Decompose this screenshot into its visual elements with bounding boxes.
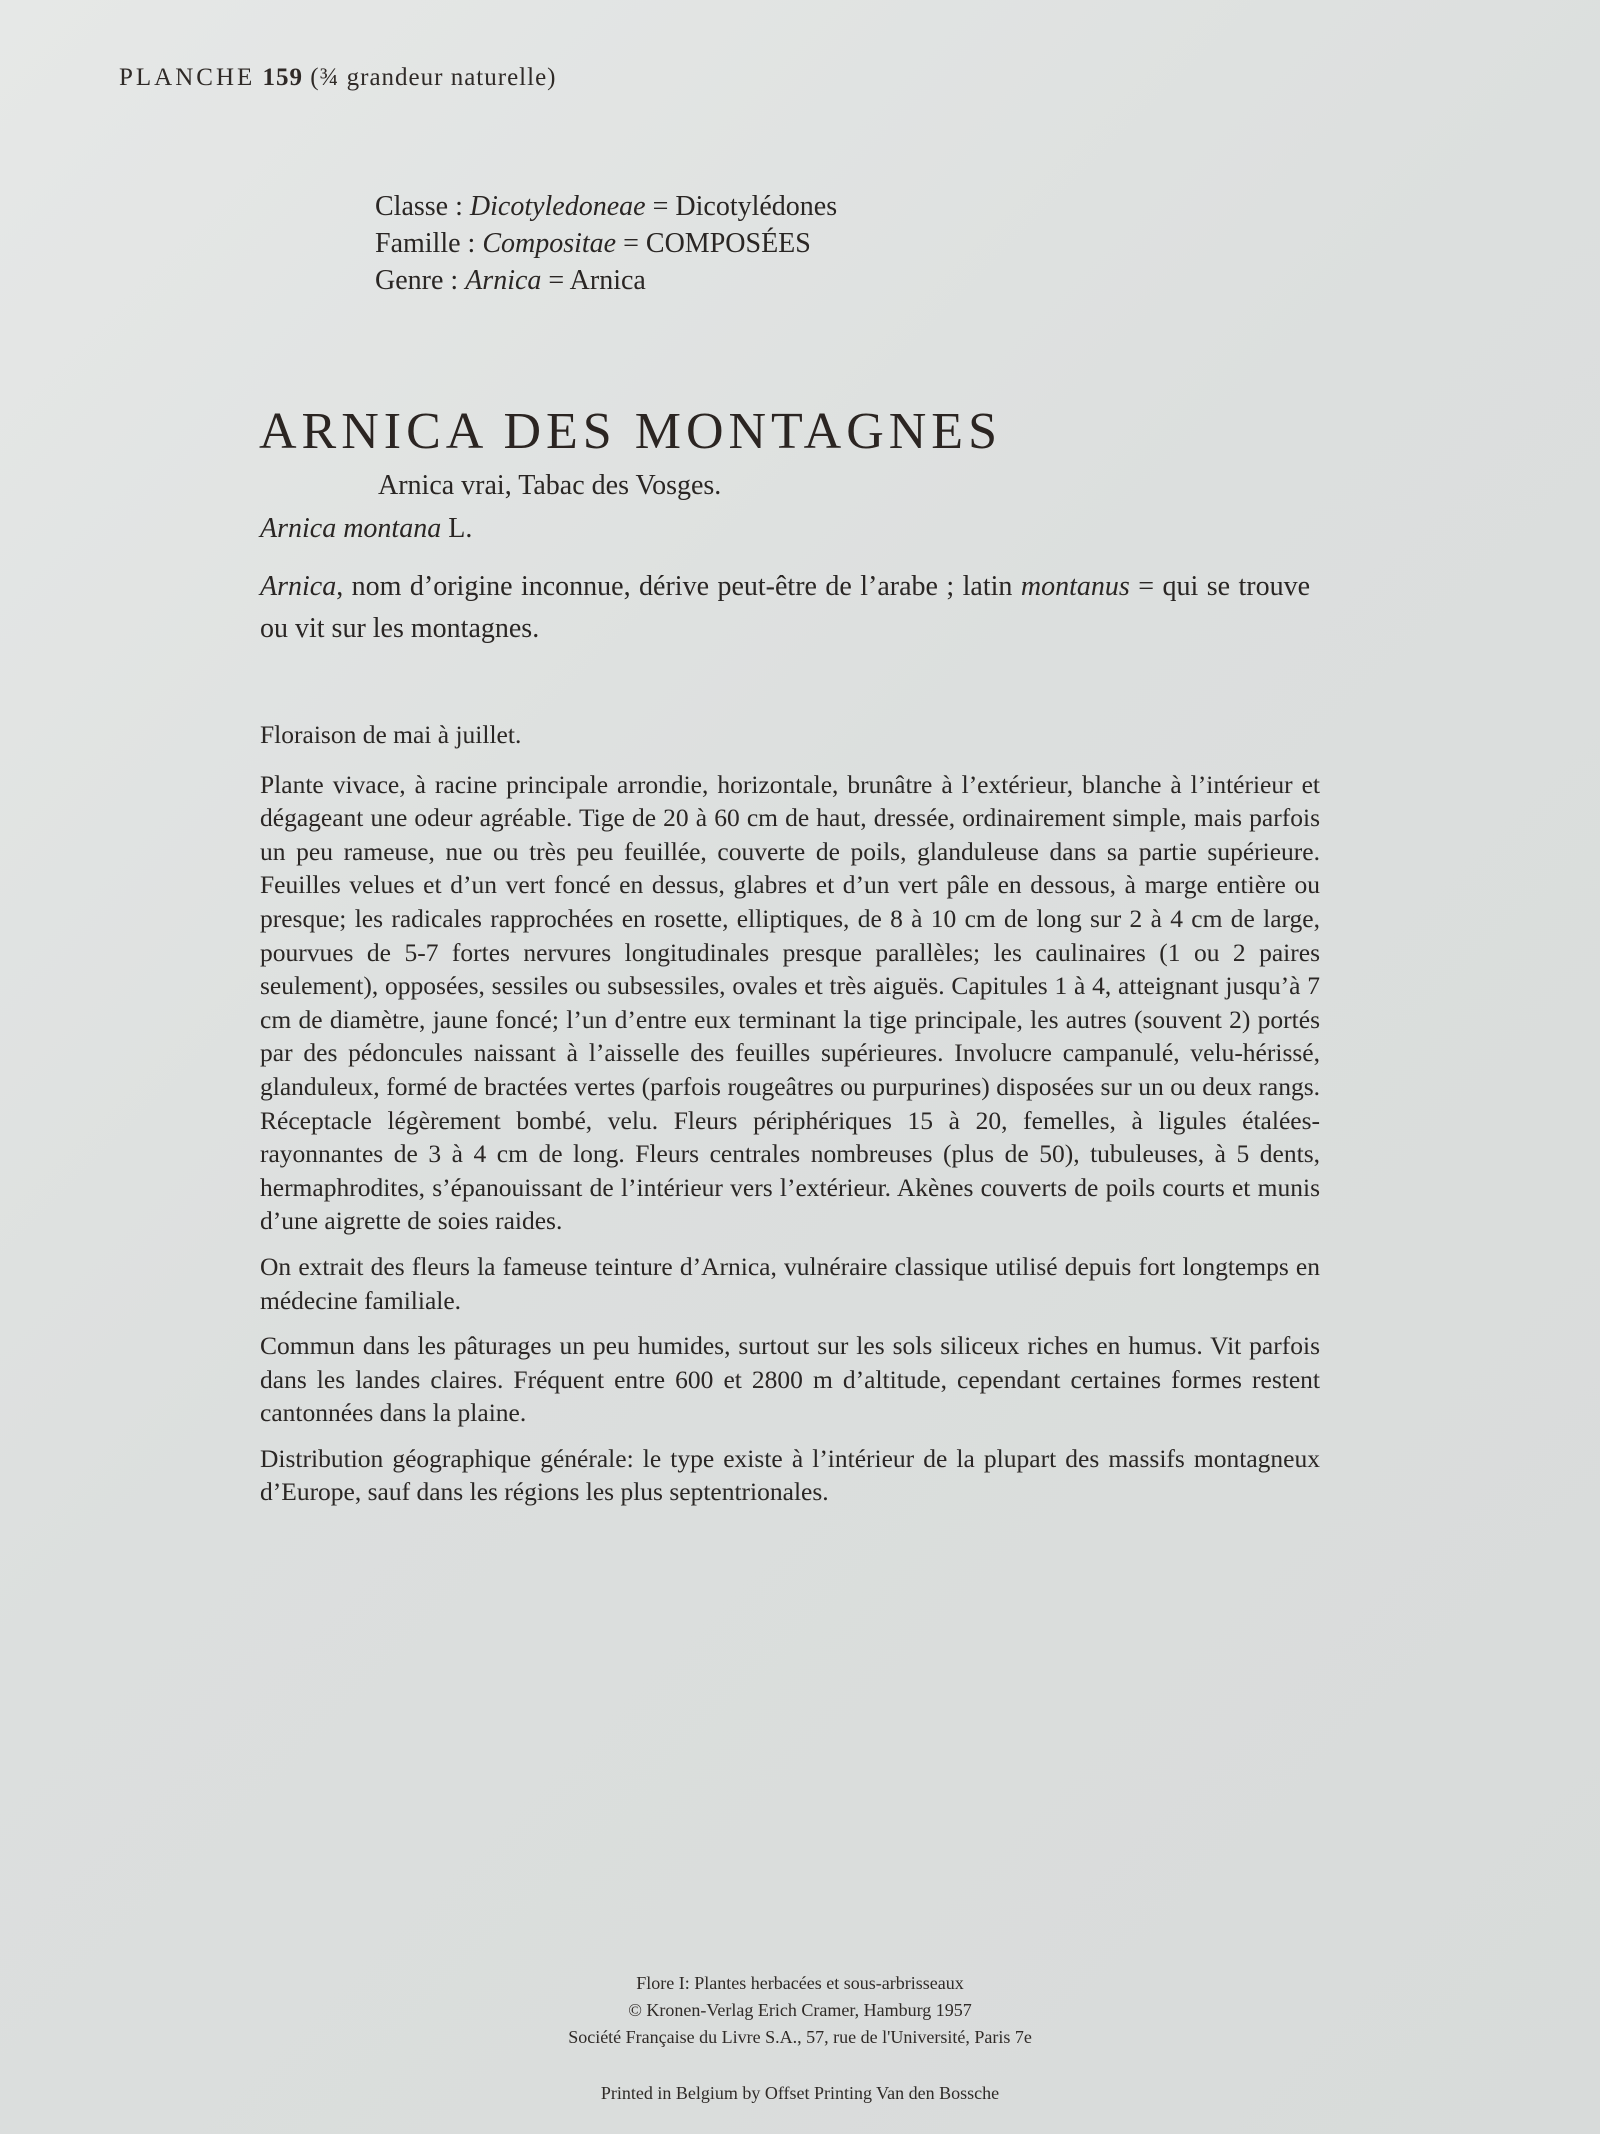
plate-number: 159 — [262, 64, 304, 91]
latin-name: Arnica montana — [260, 513, 442, 544]
description-body — [260, 718, 1320, 1521]
description-paragraph-2: On extrait des fleurs la fameuse teinture d’Arnica, vulnéraire classique utilisé depuis fort longtemps en médecine familiale. — [260, 1251, 1320, 1315]
famille-equals: = — [623, 228, 639, 259]
description-paragraph-3: Commun dans les pâturages un peu humides, surtout sur les sols siliceux riches en humus. Vit parfois dans les landes claires. Fréquent entre 600 et 2800 m d’altitude, cependant certaines formes restent cantonnées dans la plaine. — [260, 1331, 1320, 1428]
publisher-footer — [0, 1970, 1600, 2051]
etymology-text-2: = qui se trouve ou vit sur les montagnes. — [260, 571, 1310, 644]
printer-footer: Printed in Belgium by Offset Printing Van den Bossche — [600, 2083, 1000, 2103]
genre-latin: Arnica — [465, 265, 542, 296]
classe-latin: Dicotyledoneae — [469, 191, 646, 222]
famille-french: COMPOSÉES — [645, 228, 811, 259]
scale-note: (¾ grandeur naturelle) — [310, 64, 557, 91]
footer-line-1: Flore I: Plantes herbacées et sous-arbrisseaux — [636, 1973, 964, 1993]
footer-line-2: © Kronen-Verlag Erich Cramer, Hamburg 1957 — [628, 2000, 972, 2020]
description-paragraph-1: Plante vivace, à racine principale arrondie, horizontale, brunâtre à l’extérieur, blanche à l’intérieur et dégageant une odeur agréable. Tige de 20 à 60 cm de haut, dressée, ordinairement simple, mais parfois un peu rameuse, nue ou très peu feuillée, couverte de poils, glanduleuse dans sa partie supérieure. Feuilles velues et d’un vert foncé en dessus, glabres et d’un vert pâle en dessous, à marge entière ou presque; les radicales rapprochées en rosette, elliptiques, de 8 à 10 cm de long sur 2 à 4 cm de large, pourvues de 5-7 fortes nervures longitudinales presque parallèles; les caulinaires (1 ou 2 paires seulement), opposées, sessiles ou subsessiles, ovales et très aiguës. Capitules 1 à 4, atteignant jusqu’à 7 cm de diamètre, jaune foncé; l’un d’entre eux terminant la tige principale, les autres (souvent 2) portés par des pédoncules naissant à l’aisselle des feuilles supérieures. Involucre campanulé, velu-hérissé, glanduleux, formé de bractées vertes (parfois rougeâtres ou purpurines) disposées sur un ou deux rangs. Réceptacle légèrement bombé, velu. Fleurs périphériques 15 à 20, femelles, à ligules étalées-rayonnantes de 3 à 4 cm de long. Fleurs centrales nombreuses (plus de 50), tubuleuses, à 5 dents, hermaphrodites, s’épanouissant de l’intérieur vers l’extérieur. Akènes couverts de poils courts et munis d’une aigrette de soies raides. — [260, 769, 1320, 1236]
taxonomy-genre — [375, 262, 837, 299]
description-paragraph-4: Distribution géographique générale: le type existe à l’intérieur de la plupart des massifs montagneux d’Europe, sauf dans les régions les plus septentrionales. — [260, 1443, 1320, 1507]
famille-label: Famille : — [375, 228, 476, 259]
species-title: ARNICA DES MONTAGNES — [259, 403, 1002, 460]
taxonomy-block — [375, 188, 837, 299]
etymology-word-arnica: Arnica — [260, 571, 337, 602]
common-names: Arnica vrai, Tabac des Vosges. — [378, 470, 722, 501]
latin-author: L. — [448, 513, 473, 544]
classe-equals: = — [652, 191, 669, 222]
plate-header — [119, 64, 557, 92]
genre-french: Arnica — [569, 265, 646, 296]
etymology-word-montanus: montanus — [1020, 571, 1130, 602]
famille-latin: Compositae — [482, 228, 617, 259]
classe-french: Dicotylédones — [675, 191, 838, 222]
etymology — [260, 566, 1310, 650]
genre-equals: = — [548, 265, 565, 296]
taxonomy-classe — [375, 188, 837, 225]
latin-name-line — [260, 513, 472, 545]
etymology-text-1: , nom d’origine inconnue, dérive peut-être de l’arabe ; latin — [336, 571, 1021, 602]
plate-label: PLANCHE — [119, 64, 256, 91]
footer-line-3: Société Française du Livre S.A., 57, rue de l'Université, Paris 7e — [568, 2027, 1032, 2047]
taxonomy-famille — [375, 225, 837, 262]
genre-label: Genre : — [375, 265, 459, 296]
flowering-period: Floraison de mai à juillet. — [260, 720, 522, 749]
classe-label: Classe : — [375, 191, 463, 222]
